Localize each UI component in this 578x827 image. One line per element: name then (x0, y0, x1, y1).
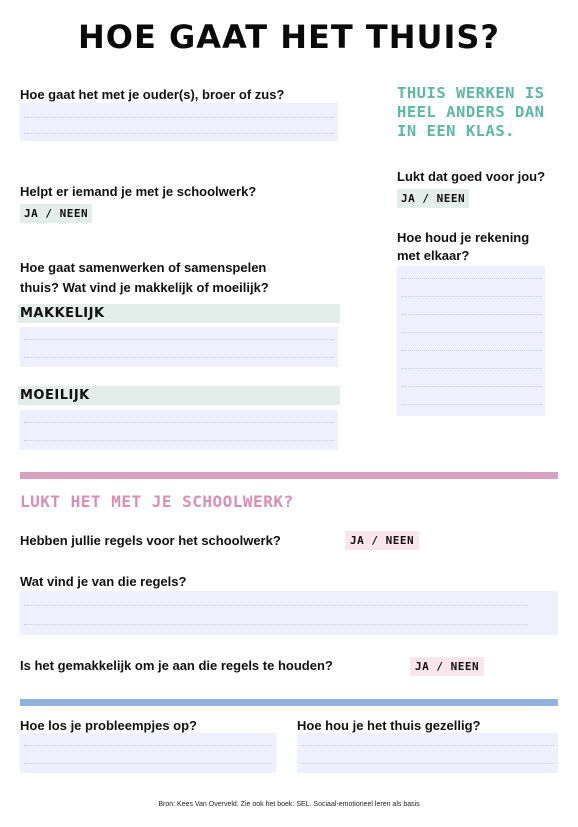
answer-field-consideration[interactable] (397, 266, 545, 416)
answer-field-hard[interactable] (20, 410, 338, 450)
question-family: Hoe gaat het met je ouder(s), broer of zus? (20, 87, 285, 102)
footer-source: Bron: Kees Van Overveld. Zie ook het boek: SEL. Sociaal-emotioneel leren als basis (158, 801, 420, 808)
note-line-2: HEEL ANDERS DAN (397, 103, 545, 121)
question-cooperation-line1: Hoe gaat samenwerken of samenspelen (20, 260, 267, 275)
page-title: HOE GAAT HET THUIS? (78, 18, 500, 56)
answer-field-cozy-home[interactable] (297, 733, 558, 773)
answer-field-opinion[interactable] (20, 591, 558, 635)
divider-pink (20, 472, 558, 479)
answer-yes-no-help[interactable]: JA / NEEN (20, 204, 92, 223)
hard-label: MOEILIJK (18, 386, 340, 405)
answer-yes-no-rules[interactable]: JA / NEEN (345, 531, 419, 550)
question-cozy-home: Hoe hou je het thuis gezellig? (297, 718, 481, 733)
question-help-schoolwork: Helpt er iemand je met je schoolwerk? (20, 184, 257, 199)
easy-label: MAKKELIJK (18, 304, 340, 323)
note-line-3: IN EEN KLAS. (397, 122, 515, 140)
question-consideration-line2: met elkaar? (397, 248, 470, 263)
note-home-work (397, 84, 544, 141)
question-easy-rules: Is het gemakkelijk om je aan die regels te houden? (20, 658, 333, 673)
answer-yes-no-going-well[interactable]: JA / NEEN (397, 189, 469, 208)
section-heading-schoolwork: LUKT HET MET JE SCHOOLWERK? (20, 492, 294, 511)
question-problems: Hoe los je probleempjes op? (20, 718, 197, 733)
question-going-well: Lukt dat goed voor jou? (397, 169, 546, 184)
question-rules: Hebben jullie regels voor het schoolwerk? (20, 533, 281, 548)
note-line-1: THUIS WERKEN IS (397, 84, 545, 102)
answer-field-problems[interactable] (20, 733, 276, 773)
question-consideration-line1: Hoe houd je rekening (397, 230, 530, 245)
answer-field-easy[interactable] (20, 327, 338, 367)
answer-yes-no-easy-rules[interactable]: JA / NEEN (410, 657, 484, 676)
divider-blue (20, 699, 558, 706)
question-opinion-rules: Wat vind je van die regels? (20, 574, 187, 589)
question-cooperation-line2: thuis? Wat vind je makkelijk of moeilijk? (20, 280, 269, 295)
answer-field-family[interactable] (20, 103, 338, 141)
